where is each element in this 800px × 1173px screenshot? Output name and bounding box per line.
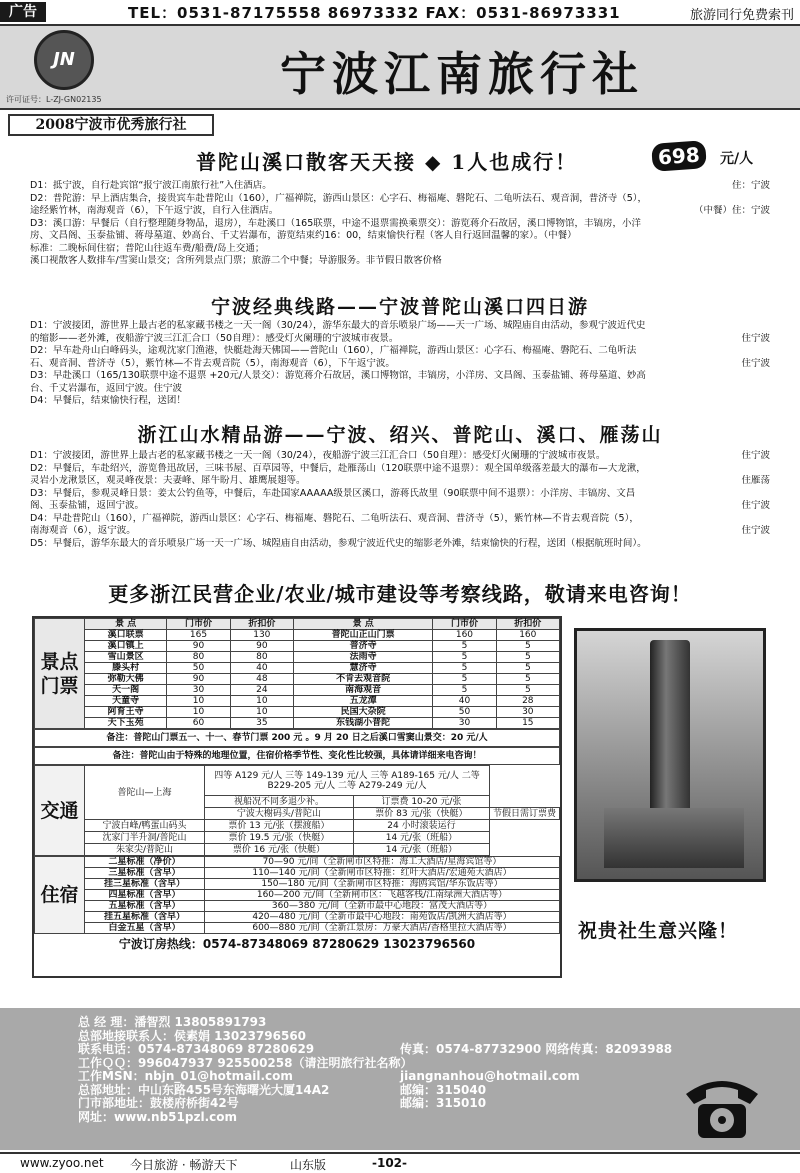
line-stay: 住宁波 [741,357,770,369]
contact-line [400,1057,672,1071]
table-cell: 24 [230,685,293,696]
line-text: D3：早赴溪口（165/130联票中途不退票 +20元/人景交）：游览蒋介石故居，溪口博物馆，丰镐房，小洋房、文昌阁、玉泰盐铺、蒋母墓道、妙高 [30,370,646,381]
line-text: 房、文昌阁、玉泰盐铺、蒋母墓道、妙高台、千丈岩瀑布，游览结束约16：00，结束愉快行程（客人自行返回温馨的家）。（中餐） [30,230,577,241]
col-header: 景 点 [85,619,167,630]
table-cell: 溪口联票 [85,630,167,641]
contact-left [78,1016,412,1124]
line-text: D5：早餐后，游华东最大的音乐喷泉广场一天一广场、城隍庙自由活动，参观宁波近代史的缩影老外滩，结束愉快的行程，送团（根据航班时间）。 [30,537,647,549]
itinerary-line [30,358,770,371]
line-text: D2：早车赴舟山白峰码头，途观沈家门渔港，快艇赴海天佛国——普陀山（160），广福禅院，游西山景区：心字石、梅福庵、磐陀石、二龟听法 [30,345,637,356]
table-row [35,912,560,923]
table-cell: 弥勒大佛 [85,674,167,685]
license-number: 许可证号：L-ZJ-GN02135 [6,95,102,104]
traffic-table [34,765,560,856]
ticket-note-1: 备注：普陀山门票五一、十一、春节门票 200 元 。9 月 20 日之后溪口雪窦山景交：20 元/人 [34,729,560,747]
table-cell: 10 [230,696,293,707]
itinerary-line [30,370,770,383]
table-row [35,652,560,663]
price-badge: 698 [651,140,707,172]
table-cell: 宁波大榭码头/普陀山 [205,808,354,820]
itinerary-line [30,488,770,501]
table-row [35,674,560,685]
telephone-icon [680,1072,764,1142]
line-text: D3：溪口游：早餐后（自行整理随身物品，退房），车赴溪口（165联票，中途不退票需换乘票交）：游览蒋介石故居，溪口博物馆，丰镐房，小洋 [30,217,641,229]
table-row [35,718,560,729]
table-cell: 滕头村 [85,663,167,674]
table-cell: 10 [167,707,230,718]
itinerary-line [30,333,770,346]
table-cell: 天童寺 [85,696,167,707]
line-text: D2：早餐后，车赴绍兴，游览鲁迅故居，三味书屋、百草园等，中餐后，赴雁荡山（120联票中途不退票）：观全国单级落差最大的瀑布—大龙湫， [30,462,646,474]
itinerary-line [30,525,770,538]
contact-line [400,1030,672,1044]
table-cell: 30 [433,718,496,729]
table-cell: 360—380 元/间（全新市最中心地段：富茂大酒店等） [205,901,560,912]
contact-line: 邮编：315010 [400,1096,487,1110]
line-text: 灵岩小龙湫景区，观灵峰夜景：夫妻峰、犀牛盼月、雄鹰展翅等。 [30,475,306,486]
line-text: D4：早赴普陀山（160），广福禅院，游西山景区：心字石、梅福庵、磐陀石、二龟听法石、观音洞、普济寺（5），紫竹林—不肯去观音院（5）， [30,512,639,524]
line-text: D2：普陀游：早上酒店集合，接贵宾车赴普陀山（160），广福禅院，游西山景区：心字石、梅福庵、磐陀石、二龟听法石、观音洞，普济寺（5）， [30,192,648,204]
footer [0,1152,800,1172]
table-cell: 南海观音 [293,685,432,696]
price-tables [32,616,562,978]
fare-line: B229-205 元/人 二等 A279-249 元/人 [267,780,427,791]
table-row [35,685,560,696]
table-cell: 130 [230,630,293,641]
fare-line: 四等 A129 元/人 三等 149-139 元/人 三等 A189-165 元/人 二等 [214,770,480,781]
table-cell: 东钱湖小普陀 [293,718,432,729]
traffic-label: 交通 [35,766,85,856]
line-stay: 住宁波 [741,500,770,511]
col-header: 折扣价 [230,619,293,630]
table-row [35,641,560,652]
table-cell: 50 [433,707,496,718]
table-cell: 普陀山正山门票 [293,630,432,641]
table-cell: 24 小时滚装运行 [353,820,489,832]
table-cell: 160—200 元/间（全新闸市区：飞越客栈/江南绿洲大酒店等） [205,890,560,901]
table-cell: 160 [496,630,559,641]
table-cell: 10 [167,696,230,707]
table-cell: 慧济寺 [293,663,432,674]
table-cell: 35 [230,718,293,729]
footer-slogan: 今日旅游 · 畅游天下 [130,1158,238,1172]
line-text: 的缩影——老外滩，夜船游宁波三江汇合口（50自理）：感受灯火阑珊的宁波城市夜景。 [30,332,399,344]
itinerary-line [30,500,770,513]
line-text: 阁、玉泰盐铺，返回宁波。 [30,500,145,511]
table-cell: 150—180 元/间（全新闸市区特推：海鸥宾馆/华东饭店等） [205,879,560,890]
contact-line: 邮编：315040 [400,1082,487,1097]
table-cell: 5 [496,652,559,663]
table-cell: 30 [496,707,559,718]
table-cell: 阿育王寺 [85,707,167,718]
line-stay: 住宁波 [741,525,770,536]
table-cell: 票价 83 元/张（快艇） [353,808,489,820]
table-cell: 90 [230,641,293,652]
table-row [35,663,560,674]
contact-line: 总 经 理：潘智烈 13805891793 [78,1015,267,1029]
table-cell: 600—880 元/间（全新江景房：万豪大酒店/香格里拉大酒店等） [205,923,560,934]
table-cell: 14 元/张（班船） [353,832,489,844]
table-cell: 白金五星（含早） [85,923,205,934]
itinerary-line [30,395,770,408]
agency-title: 宁波江南旅行社 [280,47,644,101]
line-stay: 住：宁波 [731,180,770,191]
route-fares [205,766,490,796]
contact-line: 网址：www.nb51pzl.com [78,1109,237,1124]
table-cell: 天下玉苑 [85,718,167,729]
table-row [35,890,560,901]
table-cell: 40 [230,663,293,674]
table-cell: 雪山景区 [85,652,167,663]
contact-line: 总部地接联系人：侯素娟 13023796560 [78,1028,307,1043]
contact-tel: TEL：0531-87175558 86973332 FAX：0531-86973331 [128,4,621,22]
contact-line: 工作ＱＱ：996047937 925500258（请注明旅行社名称） [78,1055,413,1070]
table-cell: 10 [230,707,293,718]
route2-itinerary [30,320,770,408]
line-text: D1：抵宁波，自行赴宾馆“报宁波江南旅行社”入住酒店。 [30,180,272,191]
ticket-table [34,618,560,729]
table-cell: 票价 13 元/张（摆渡船） [205,820,354,832]
table-cell: 14 元/张（班船） [353,844,489,856]
booking-fee: 订票费 10-20 元/张 [353,796,489,808]
table-row [35,707,560,718]
more-routes-banner: 更多浙江民营企业/农业/城市建设等考察线路，敬请来电咨询！ [108,582,692,606]
table-cell: 5 [433,652,496,663]
itinerary-line [30,450,770,463]
table-row [35,868,560,879]
line-text: 溪口视散客人数排车/雪窦山景交；含所列景点门票；旅游二个中餐；导游服务。非节假日散客价格 [30,255,442,266]
line-text: D1：宁波接团，游世界上最古老的私家藏书楼之一天一阁（30/24），游华东最大的音乐喷泉广场——天一广场、城隍庙自由活动，参观宁波近代史 [30,320,646,331]
itinerary-line [30,463,770,476]
itinerary-line [30,255,770,268]
table-cell: 挂五星标准（含早） [85,912,205,923]
table-row [35,832,560,844]
table-cell: 165 [167,630,230,641]
table-cell: 5 [496,685,559,696]
route3-title: 浙江山水精品游——宁波、绍兴、普陀山、溪口、雁荡山 [137,424,663,446]
table-cell: 5 [433,641,496,652]
hotel-hotline: 宁波订房热线：0574-87348069 87280629 13023796560 [118,937,476,951]
col-header: 门市价 [167,619,230,630]
contact-right [400,1016,672,1124]
table-row [35,857,560,868]
itinerary-line [30,513,770,526]
itinerary-line [30,243,770,256]
itinerary-line [30,193,770,206]
line-text: D1：宁波接团，游世界上最古老的私家藏书楼之一天一阁（30/24），夜船游宁波三江汇合口（50自理）：感受灯火阑珊的宁波城市夜景。 [30,450,606,461]
table-cell: 票价 16 元/张（快艇） [205,844,354,856]
itinerary-line [30,475,770,488]
hotel-table [34,856,560,934]
ad-label: 广告 [0,2,46,22]
contact-line: 联系电话：0574-87348069 87280629 [78,1042,315,1056]
itinerary-line [30,538,770,551]
itinerary-line [30,205,770,218]
table-cell: 5 [433,685,496,696]
contact-line: 传真：0574-87732900 网络传真：82093988 [400,1042,673,1056]
itinerary-line [30,180,770,193]
table-row [35,696,560,707]
table-row [35,630,560,641]
table-row [35,844,560,856]
table-row [35,923,560,934]
line-text: 石、观音洞、普济寺（5），紫竹林—不肯去观音院（5），南海观音（6），下午返宁波。 [30,357,395,369]
table-cell: 二星标准（净价） [85,857,205,868]
line-stay: 住宁波 [741,332,770,344]
table-cell: 溪口镇上 [85,641,167,652]
itinerary-line [30,230,770,243]
route3-itinerary [30,450,770,550]
table-cell: 天一阁 [85,685,167,696]
contact-line: 门市部地址：鼓楼府桥街42号 [78,1096,239,1110]
page-number: -102- [372,1156,408,1170]
route2-title: 宁波经典线路——宁波普陀山溪口四日游 [210,296,589,318]
contact-line: 总部地址：中山东路455号东海曙光大厦14A2 [78,1082,330,1097]
table-cell: 五龙潭 [293,696,432,707]
table-cell: 30 [167,685,230,696]
table-cell: 法雨寺 [293,652,432,663]
line-stay: 住宁波 [741,450,770,461]
ticket-note-2: 备注：普陀山由于特殊的地理位置，住宿价格季节性、变化性比较强，具体请详细来电咨询！ [34,747,560,765]
line-stay: 住雁荡 [741,475,770,486]
line-text: 南海观音（6），返宁波。 [30,525,136,536]
table-cell: 三星标准（含早） [85,868,205,879]
route1-itinerary [30,180,770,268]
col-header: 景 点 [293,619,432,630]
table-cell: 5 [496,641,559,652]
table-cell: 50 [167,663,230,674]
col-header: 门市价 [433,619,496,630]
line-text: 台、千丈岩瀑布，返回宁波。住宁波 [30,382,183,394]
tickets-label: 景点门票 [35,619,85,729]
table-cell: 5 [496,663,559,674]
table-cell: 普济寺 [293,641,432,652]
table-cell: 28 [496,696,559,707]
table-row [35,901,560,912]
table-cell: 五星标准（含早） [85,901,205,912]
table-cell: 80 [167,652,230,663]
line-text: D4：早餐后，结束愉快行程，送团！ [30,395,186,406]
table-cell: 不肯去观音院 [293,674,432,685]
table-cell: 110—140 元/间（全新闸市区特推：红叶大酒店/宏通苑大酒店） [205,868,560,879]
table-cell: 5 [496,674,559,685]
table-cell: 5 [433,663,496,674]
price-unit: 元/人 [720,151,754,167]
pillar-base-image [604,808,744,868]
table-cell: 48 [230,674,293,685]
table-cell: 420—480 元/间（全新市最中心地段：南苑饭店/凯洲大酒店等） [205,912,560,923]
table-cell: 宁波白峰/鸭蛋山码头 [85,820,205,832]
line-text: 途经紫竹林，南海观音（6），下午返宁波，自行入住酒店。 [30,205,279,216]
table-cell: 沈家门半升洞/普陀山 [85,832,205,844]
jn-logo: JN [34,30,94,90]
table-cell: 90 [167,641,230,652]
table-cell: 5 [433,674,496,685]
visa-note: 视船况不同多退少补。 [205,796,354,808]
table-cell: 节假日需订票费 [489,808,559,820]
footer-site: www.zyoo.net [20,1156,104,1170]
line-text: D3：早餐后，参观灵峰日景：姜太公钓鱼等，中餐后，车赴国家AAAAA级景区溪口，游蒋氏故里（90联票中间不退票）：小洋房、丰镐房、文昌 [30,487,636,499]
line-stay: （中餐）住：宁波 [693,205,770,216]
itinerary-line [30,320,770,333]
table-cell: 票价 19.5 元/张（快艇） [205,832,354,844]
table-cell: 90 [167,674,230,685]
table-cell: 15 [496,718,559,729]
table-cell: 40 [433,696,496,707]
itinerary-line [30,383,770,396]
table-cell: 160 [433,630,496,641]
hotel-label: 住宿 [35,857,85,934]
table-cell: 朱家尖/普陀山 [85,844,205,856]
table-cell: 挂三星标准（含早） [85,879,205,890]
footer-region: 山东版 [290,1158,327,1172]
award-badge: 2008宁波市优秀旅行社 [8,114,214,136]
table-cell: 70—90 元/间（全新闸市区特推：海工大酒店/星海宾馆等） [205,857,560,868]
contact-line [400,1111,672,1125]
itinerary-line [30,345,770,358]
free-index: 旅游同行免费索刊 [689,8,794,23]
table-cell: 60 [167,718,230,729]
table-cell: 四星标准（含早） [85,890,205,901]
contact-line: 工作MSN：nbjn_01@hotmail.com [78,1069,293,1083]
line-text: 标准：二晚标间住宿；普陀山往返车费/船费/岛上交通； [30,242,265,254]
table-row [35,820,560,832]
table-row [35,879,560,890]
table-cell: 80 [230,652,293,663]
contact-line [400,1016,672,1030]
route1-title: 普陀山溪口散客天天接 ◆ 1人也成行！ [196,150,578,174]
col-header: 折扣价 [496,619,559,630]
congrats-text: 祝贵社生意兴隆！ [578,920,739,942]
route-name: 普陀山—上海 [85,766,205,820]
contact-line: jiangnanhou@hotmail.com [400,1069,580,1083]
itinerary-line [30,218,770,231]
table-cell: 民国大杂院 [293,707,432,718]
